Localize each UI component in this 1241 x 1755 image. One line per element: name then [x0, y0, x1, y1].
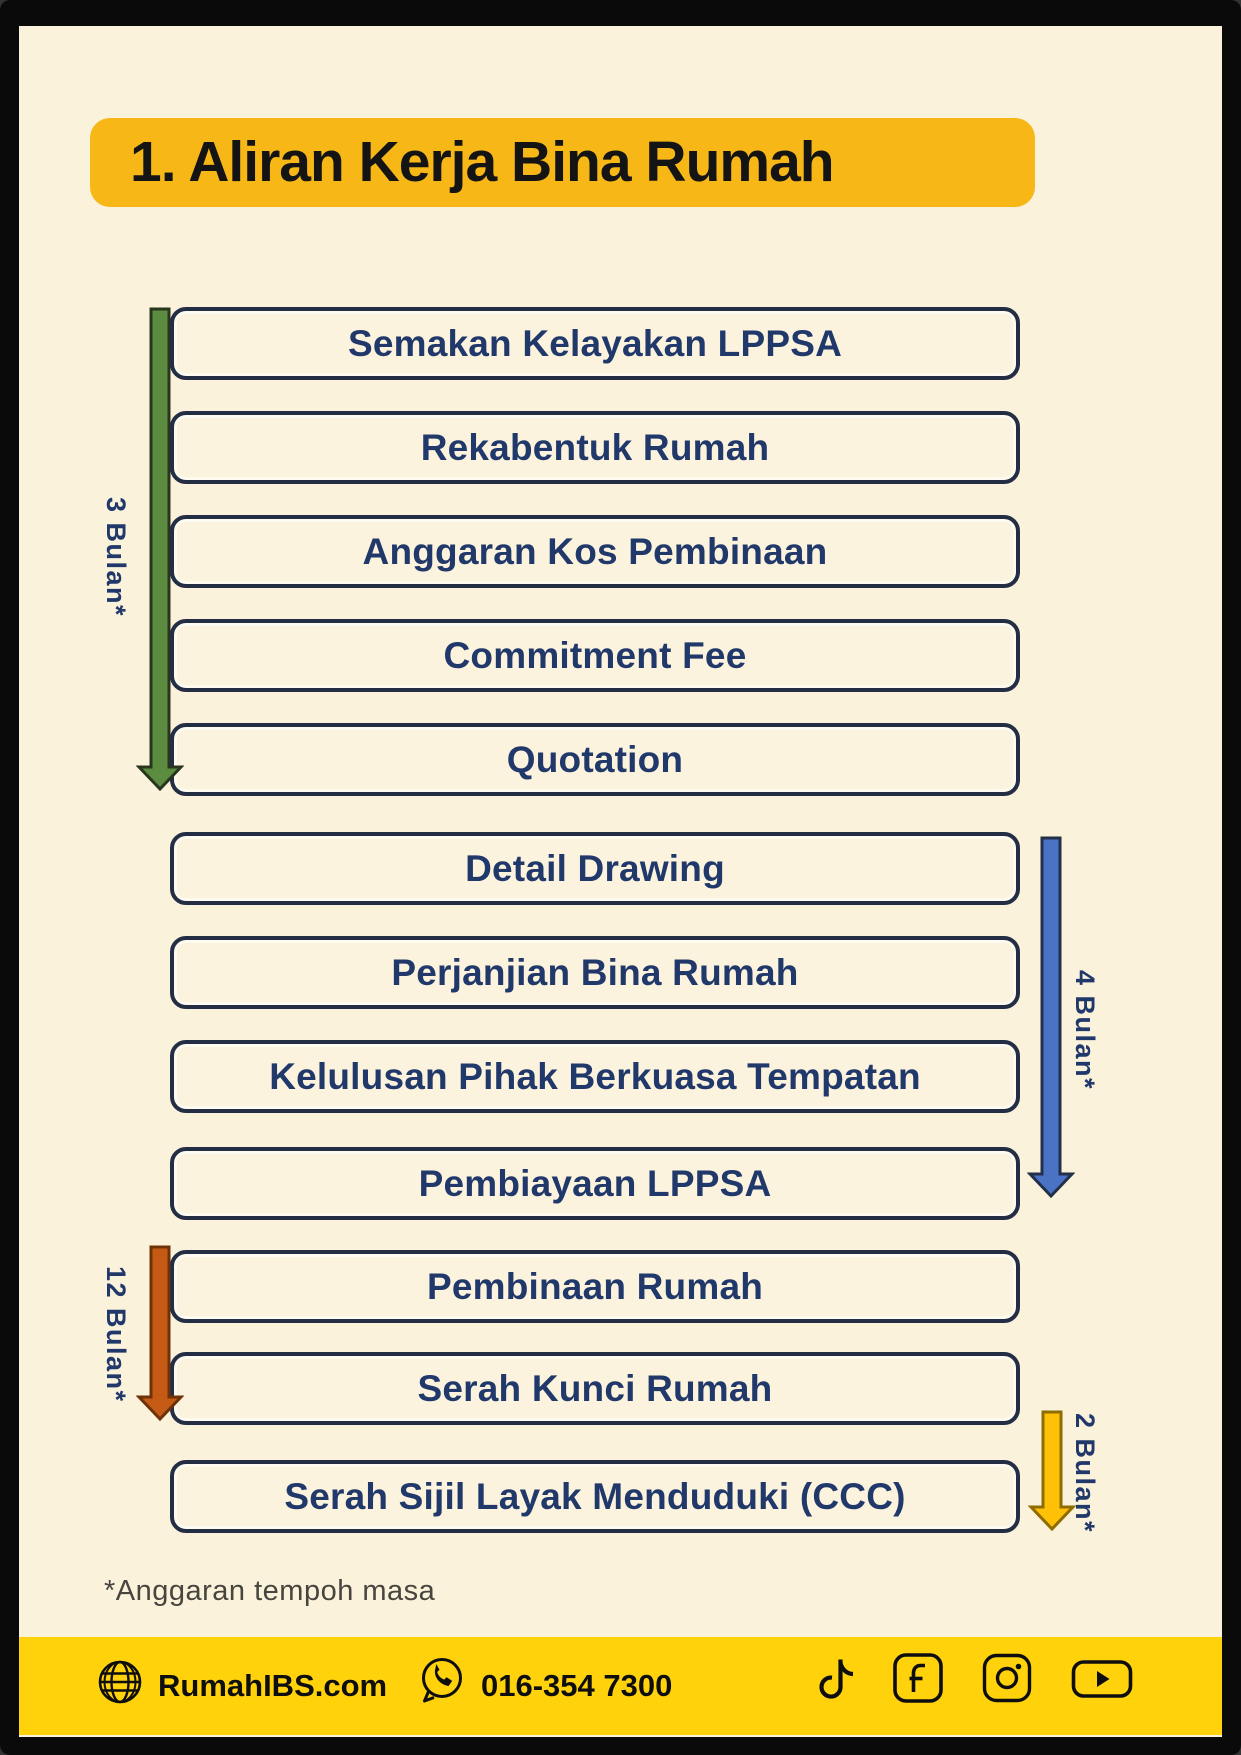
flow-step-label: Commitment Fee — [443, 634, 747, 676]
flow-step-1 — [170, 307, 1020, 380]
flow-step-label: Pembiayaan LPPSA — [418, 1162, 772, 1204]
flow-step-10 — [170, 1250, 1020, 1323]
flow-step-label: Quotation — [506, 738, 684, 780]
tiktok-icon[interactable] — [812, 1654, 856, 1702]
flow-step-2 — [170, 411, 1020, 484]
flow-step-9 — [170, 1147, 1020, 1220]
flow-step-4 — [170, 619, 1020, 692]
flow-step-3 — [170, 515, 1020, 588]
whatsapp-icon — [417, 1654, 467, 1704]
phase4-duration-label: 2 Bulan* — [1070, 1413, 1100, 1534]
flow-step-label: Semakan Kelayakan LPPSA — [347, 322, 843, 364]
phase1-duration-label: 3 Bulan* — [101, 497, 131, 618]
website-link[interactable]: RumahIBS.com — [158, 1668, 388, 1703]
phase2-arrow-down-icon — [1027, 836, 1075, 1198]
phase2-duration-label: 4 Bulan* — [1070, 970, 1100, 1091]
flow-step-label: Rekabentuk Rumah — [420, 426, 770, 468]
flow-step-5 — [170, 723, 1020, 796]
footnote: *Anggaran tempoh masa — [104, 1575, 436, 1607]
flow-step-label: Perjanjian Bina Rumah — [391, 951, 799, 993]
youtube-icon[interactable] — [1071, 1656, 1133, 1702]
flow-step-label: Serah Sijil Layak Menduduki (CCC) — [284, 1475, 906, 1517]
flow-step-7 — [170, 936, 1020, 1009]
page-title: 1. Aliran Kerja Bina Rumah — [130, 130, 834, 194]
flow-step-label: Anggaran Kos Pembinaan — [362, 530, 828, 572]
phase3-duration-label: 12 Bulan* — [101, 1266, 131, 1403]
flow-step-label: Detail Drawing — [465, 847, 725, 889]
flow-step-12 — [170, 1460, 1020, 1533]
facebook-icon[interactable] — [892, 1652, 944, 1704]
globe-icon — [96, 1658, 144, 1706]
instagram-icon[interactable] — [981, 1652, 1033, 1704]
phone-number[interactable]: 016-354 7300 — [481, 1668, 673, 1703]
title-badge — [90, 118, 1035, 207]
phase1-arrow-down-icon — [136, 307, 184, 791]
flow-step-8 — [170, 1040, 1020, 1113]
flow-step-11 — [170, 1352, 1020, 1425]
flow-step-label: Kelulusan Pihak Berkuasa Tempatan — [269, 1055, 921, 1097]
flow-step-6 — [170, 832, 1020, 905]
flow-step-label: Serah Kunci Rumah — [417, 1367, 773, 1409]
flow-step-label: Pembinaan Rumah — [426, 1265, 764, 1307]
phase3-arrow-down-icon — [136, 1245, 184, 1421]
